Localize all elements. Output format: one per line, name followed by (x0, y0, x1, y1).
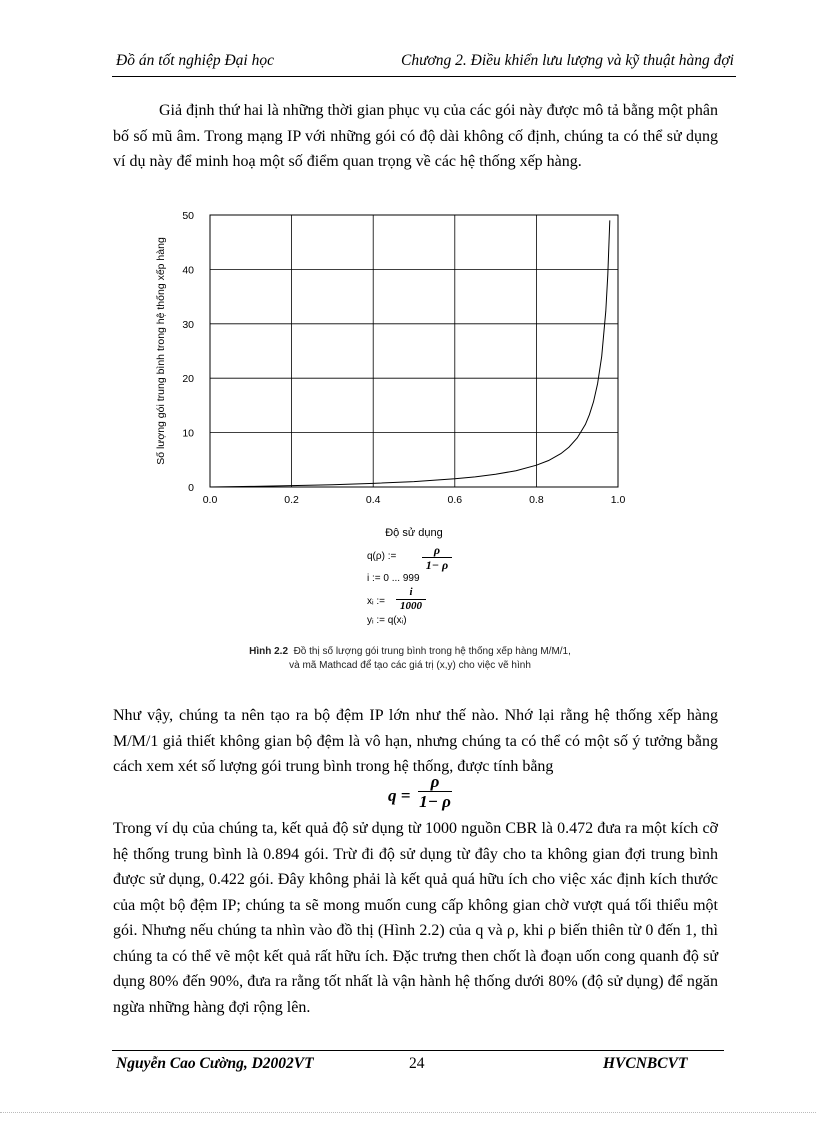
equation-fraction (418, 772, 452, 811)
figure-caption (180, 645, 640, 673)
caption-line-1 (180, 645, 640, 659)
y-tick-label: 30 (182, 318, 194, 331)
header-left-title: Đồ án tốt nghiệp Đại học (116, 52, 274, 69)
y-tick-label: 40 (182, 264, 194, 277)
queue-length-chart (148, 205, 638, 545)
footer-author: Nguyễn Cao Cường, D2002VT (116, 1055, 314, 1072)
plot-frame (210, 215, 618, 487)
y-axis-label: Số lượng gói trung bình trong hệ thống xếp hàng (155, 237, 167, 465)
page-bottom-divider (0, 1112, 816, 1113)
mathcad-line-1 (367, 551, 396, 562)
x-tick-label: 0.0 (202, 494, 218, 506)
equation-denominator: 1− ρ (419, 792, 451, 811)
caption-text-2: và mã Mathcad để tạo các giá trị (x,y) cho việc vẽ hình (289, 660, 531, 671)
page-number: 24 (409, 1055, 425, 1072)
x-tick-label: 0.6 (447, 494, 463, 506)
caption-text-1: Đồ thị số lượng gói trung bình trong hệ thống xếp hàng M/M/1, (293, 646, 571, 657)
mathcad-x-numerator: i (409, 586, 413, 598)
equation-numerator: ρ (430, 772, 440, 791)
mathcad-x-def: xᵢ := (367, 596, 385, 607)
header-chapter-title: Chương 2. Điều khiển lưu lượng và kỹ thuật hàng đợi (400, 52, 734, 69)
mathcad-q-denominator: 1− ρ (425, 558, 449, 572)
x-tick-label: 0.4 (365, 494, 381, 506)
equation-lhs: q = (388, 786, 411, 805)
mathcad-q-numerator: ρ (433, 543, 441, 557)
mathcad-q-fraction (422, 543, 452, 572)
mathcad-q-def: q(ρ) := (367, 551, 397, 562)
x-tick-label: 0.2 (284, 494, 299, 506)
mathcad-line-4: yᵢ := q(xᵢ) (367, 615, 407, 626)
header-rule (112, 76, 736, 77)
mathcad-x-denominator: 1000 (400, 600, 422, 612)
y-tick-label: 50 (182, 210, 194, 222)
y-tick-label: 10 (182, 427, 194, 440)
mathcad-line-3 (367, 596, 385, 607)
paragraph-1: Giả định thứ hai là những thời gian phục vụ của các gói này được mô tả bằng một phân bố số mũ âm. Trong mạng IP với những gói có độ dài không cố định, chúng ta có thể sử dụng ví dụ này để minh hoạ một số điểm quan trọng về các hệ thống xếp hàng. (113, 102, 718, 170)
x-tick-label: 1.0 (610, 494, 626, 506)
x-tick-label: 0.8 (529, 494, 544, 506)
series-line (210, 220, 610, 487)
y-tick-label: 0 (188, 482, 194, 494)
footer-institution: HVCNBCVT (603, 1055, 688, 1072)
mathcad-line-2: i := 0 ... 999 (367, 573, 420, 584)
paragraph-2: Như vậy, chúng ta nên tạo ra bộ đệm IP lớn như thế nào. Nhớ lại rằng hệ thống xếp hàng M/M/1 giả thiết không gian bộ đệm là vô hạn, nhưng chúng ta có thể có một số ý tưởng bằng cách xem xét số lượng gói trung bình trong hệ thống, được tính bằng (113, 707, 718, 775)
caption-label: Hình 2.2 (249, 646, 289, 657)
paragraph-3: Trong ví dụ của chúng ta, kết quả độ sử dụng từ 1000 nguồn CBR là 0.472 đưa ra một kích cỡ hệ thống trung bình là 0.894 gói. Trừ đi độ sử dụng từ đây cho ta không gian đợi trung bình được sử dụng, 0.422 gói. Đây không phải là kết quả quá hữu ích cho việc xác định kích thước của một bộ đệm IP; chúng ta sẽ mong muốn cung cấp không gian chờ vượt quá tối thiểu một gói. Nhưng nếu chúng ta nhìn vào đồ thị (Hình 2.2) của q và ρ, khi ρ biến thiên từ 0 đến 1, thì chúng ta có thể vẽ một kết quả rất hữu ích. Đặc trưng then chốt là đoạn uốn cong quanh độ sử dụng 80% đến 90%, đưa ra rằng tốt nhất là vận hành hệ thống dưới 80% (độ sử dụng) để ngăn ngừa những hàng đợi rộng lên. (113, 820, 718, 1016)
y-tick-label: 20 (182, 373, 194, 386)
mathcad-x-fraction (396, 586, 426, 613)
x-axis-label: Độ sử dụng (385, 527, 443, 539)
footer-rule (112, 1050, 724, 1051)
